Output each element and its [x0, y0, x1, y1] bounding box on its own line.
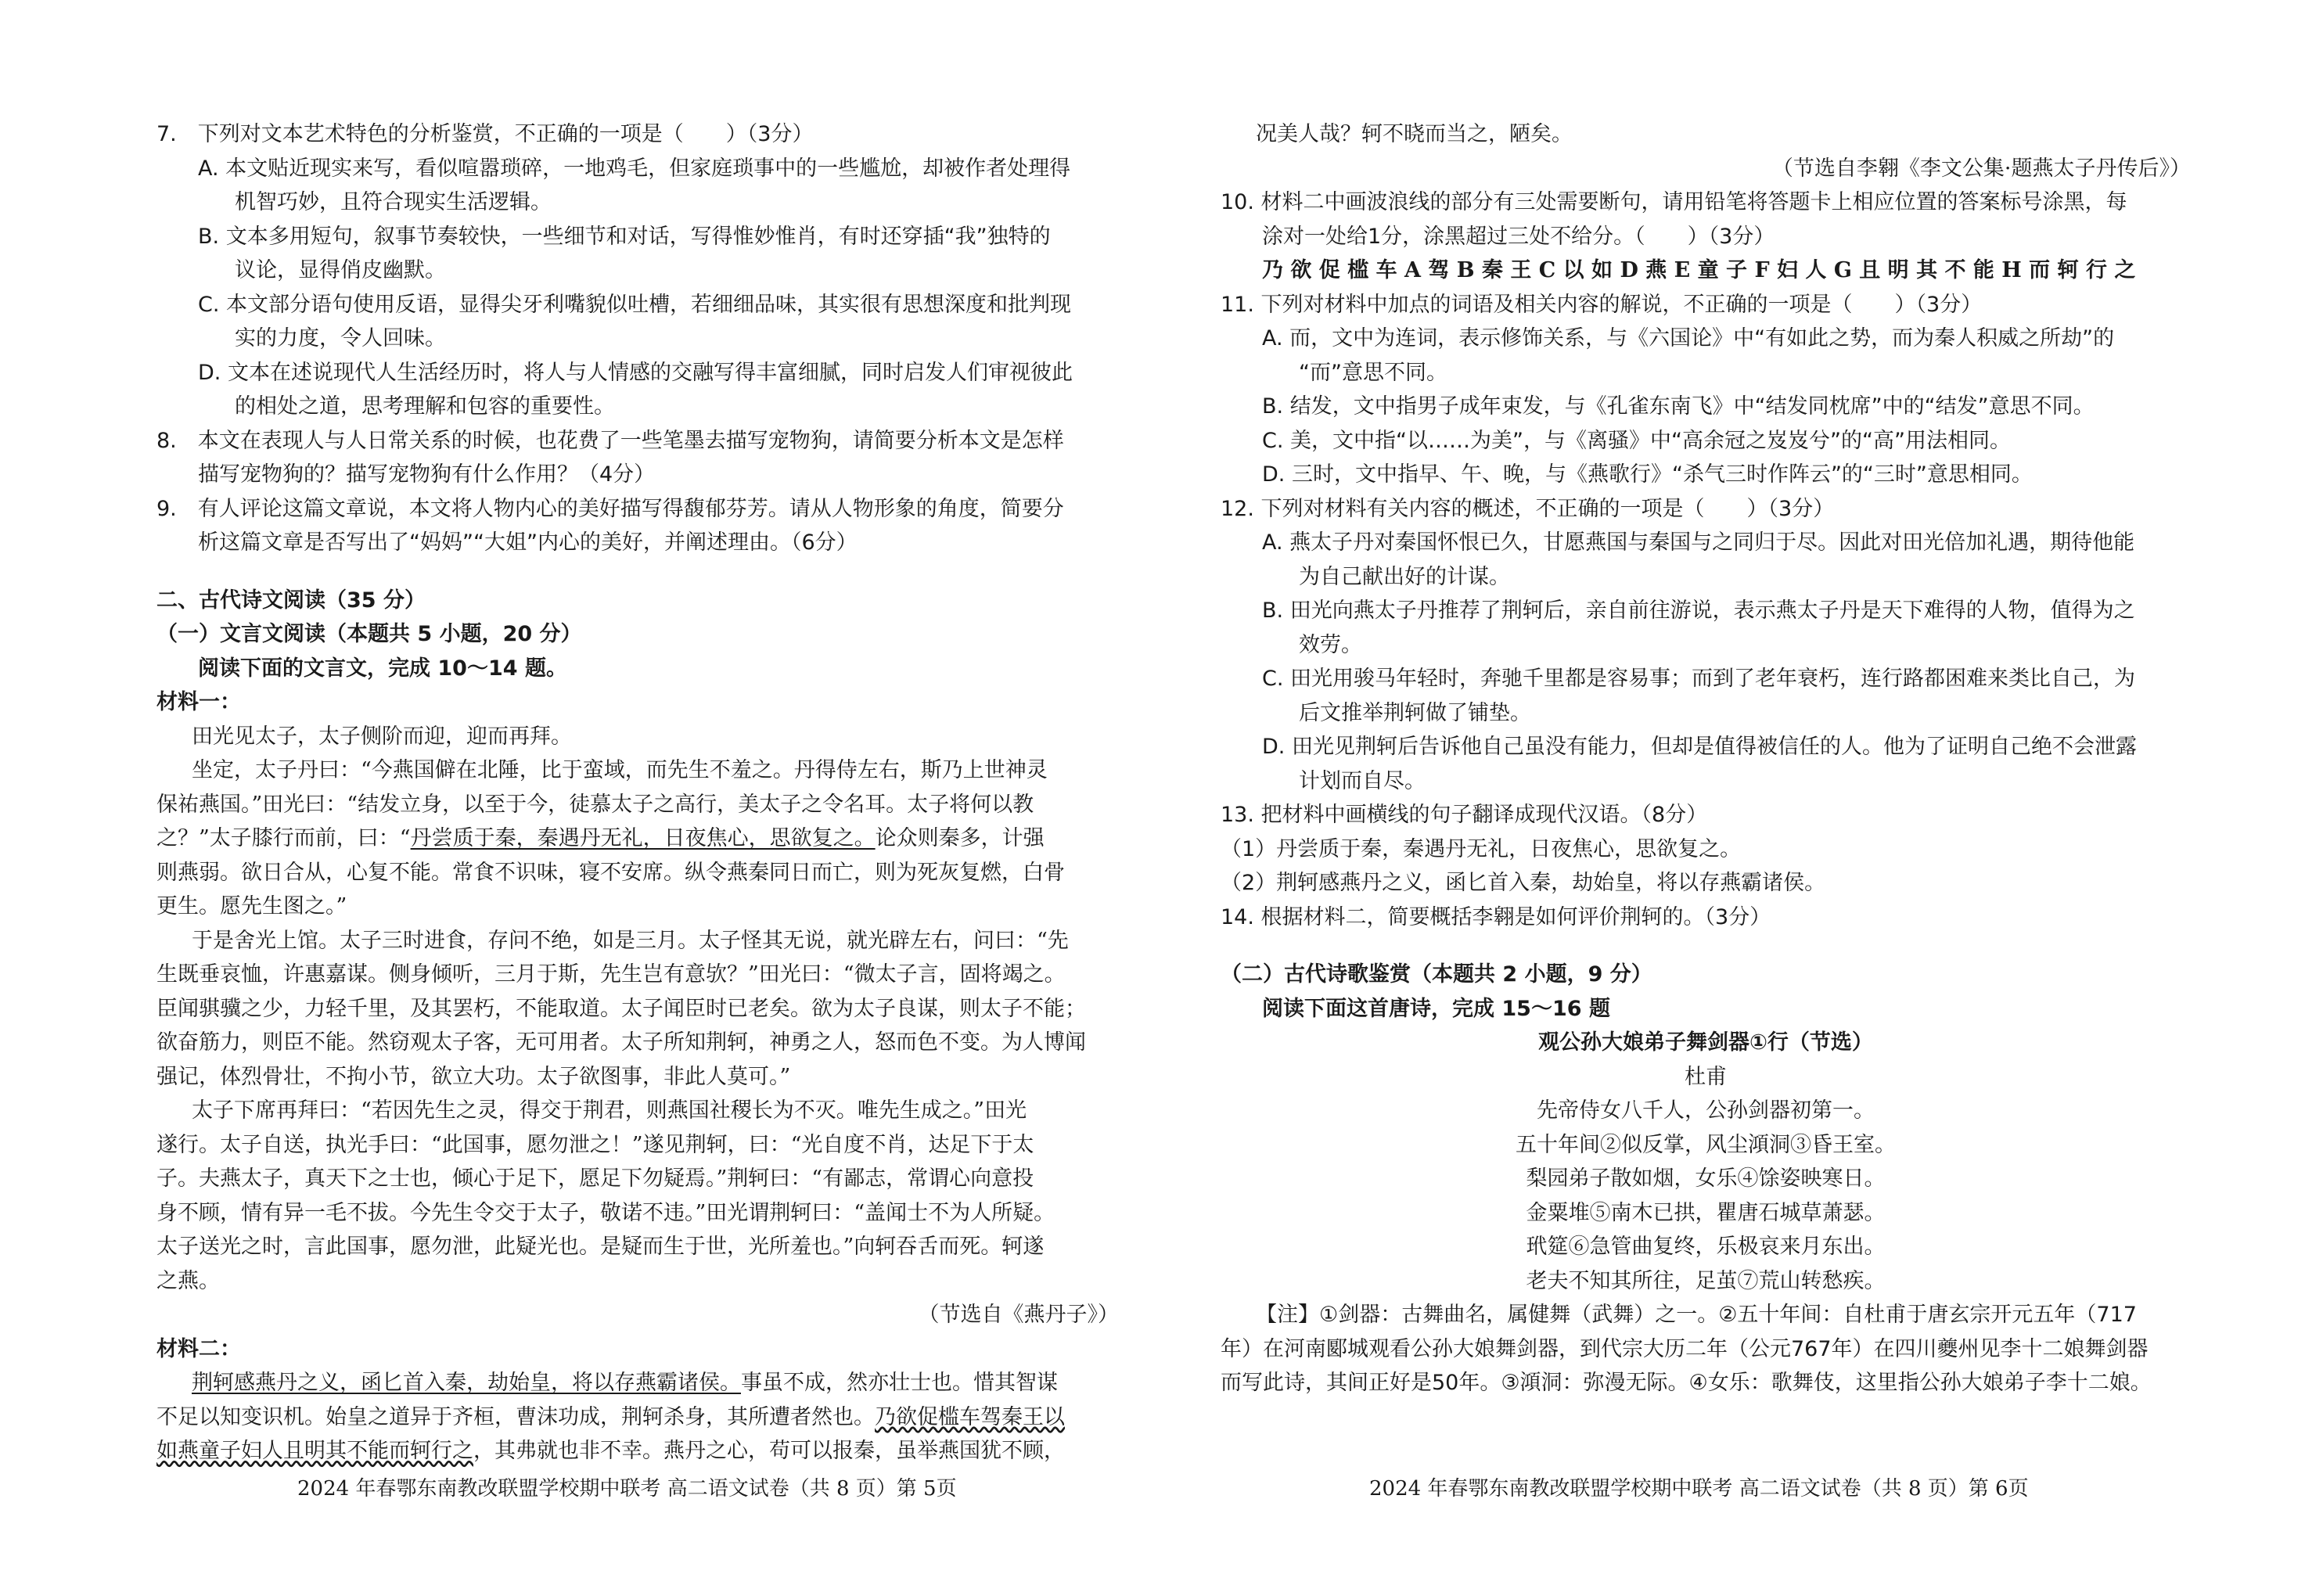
- source-citation-1: （节选自《燕丹子》）: [918, 1303, 1119, 1327]
- q11-option-d: D. 三时，文中指早、午、晚，与《燕歌行》“杀气三时作阵云”的“三时”意思相同。: [1262, 462, 2033, 487]
- passage-line: 则燕弱。欲日合从，心复不能。常食不识味，寝不安席。纵令燕秦同日而亡，则为死灰复燃，白骨: [156, 860, 1065, 885]
- q12-option-a: A. 燕太子丹对秦国怀恨已久，甘愿燕国与秦国与之同归于尽。因此对田光倍加礼遇，期待他能: [1262, 530, 2135, 555]
- poem-note: 而写此诗，其间正好是50年。③澒洞：弥漫无际。④女乐：歌舞伎，这里指公孙大娘弟子李十二娘。: [1221, 1371, 2152, 1395]
- question-13-part-1: （1）丹尝质于秦，秦遇丹无礼，日夜焦心，思欲复之。: [1221, 836, 1742, 861]
- question-9: 9. 有人评论这篇文章说，本文将人物内心的美好描写得馥郁芬芳。请从人物形象的角度，简要分: [156, 496, 1064, 521]
- passage-line: 臣闻骐骥之少，力轻千里，及其罢朽，不能取道。太子闻臣时已老矣。欲为太子良谋，则太子不能；: [156, 996, 1086, 1021]
- passage-line-wavy: 不足以知变识机。始皇之道异于齐桓，曹沫功成，荆轲杀身，其所遭者然也。乃欲促槛车驾秦王以: [156, 1404, 1065, 1429]
- question-10-cont: 涂对一处给1分，涂黑超过三处不给分。（ ）（3分）: [1262, 224, 1775, 249]
- q7-option-c-cont: 实的力度，令人回味。: [235, 326, 446, 350]
- underlined-sentence-2: 荆轲感燕丹之义，函匕首入秦，劫始皇，将以存燕霸诸侯。: [192, 1371, 741, 1395]
- right-page: [1221, 117, 2191, 1400]
- section-2-heading: 二、古代诗文阅读（35 分）: [156, 588, 426, 613]
- page-footer-right: 2024 年春鄂东南教改联盟学校期中联考 高二语文试卷（共 8 页）第 6页: [1369, 1477, 2029, 1501]
- passage-line: 生既垂哀恤，许惠嘉谋。侧身倾听，三月于斯，先生岂有意欤？”田光曰：“微太子言，固将竭之。: [156, 962, 1066, 987]
- passage-line: 田光见太子，太子侧阶而迎，迎而再拜。: [192, 724, 572, 749]
- passage-line: 更生。愿先生图之。”: [156, 894, 347, 918]
- question-9-cont: 析这篇文章是否写出了“妈妈”“大姐”内心的美好，并阐述理由。（6分）: [198, 530, 858, 555]
- poem-line: 玳筵⑥急管曲复终，乐极哀来月东出。: [1526, 1235, 1886, 1259]
- passage-line: 强记，体烈骨壮，不拘小节，欲立大功。太子欲图事，非此人莫可。”: [156, 1064, 791, 1089]
- wavy-underline-part-1: 乃欲促槛车驾秦王以: [875, 1404, 1065, 1429]
- q11-option-a: A. 而，文中为连词，表示修饰关系，与《六国论》中“有如此之势，而为秦人积威之所劫”的: [1262, 326, 2115, 350]
- passage-line: 遂行。太子自送，执光手曰：“此国事，愿勿泄之！”遂见荆轲，曰：“光自度不肖，达足下于太: [156, 1132, 1034, 1157]
- poem-line: 金粟堆⑤南木已拱，瞿唐石城草萧瑟。: [1526, 1200, 1886, 1225]
- passage-line: 子。夫燕太子，真天下之士也，倾心于足下，愿足下勿疑焉。”荆轲曰：“有鄙志，常谓心向意投: [156, 1166, 1034, 1191]
- q11-option-a-cont: “而”意思不同。: [1299, 360, 1447, 385]
- q7-option-c: C. 本文部分语句使用反语，显得尖牙利嘴貌似吐槽，若细细品味，其实很有思想深度和批判现: [198, 292, 1072, 317]
- underlined-sentence-1: 丹尝质于秦，秦遇丹无礼，日夜焦心，思欲复之。: [410, 826, 876, 850]
- q12-option-a-cont: 为自己献出好的计谋。: [1299, 564, 1510, 589]
- q12-option-d: D. 田光见荆轲后告诉他自己虽没有能力，但却是值得被信任的人。他为了证明自己绝不会泄露: [1262, 735, 2137, 759]
- question-8: 8. 本文在表现人与人日常关系的时候，也花费了一些笔墨去描写宠物狗，请简要分析本文是怎样: [156, 428, 1064, 453]
- poem-title: 观公孙大娘弟子舞剑器①行（节选）: [1538, 1030, 1873, 1055]
- question-12: 12. 下列对材料有关内容的概述，不正确的一项是（ ）（3分）: [1221, 496, 1835, 521]
- poem-instruction: 阅读下面这首唐诗，完成 15～16 题: [1262, 996, 1610, 1021]
- q12-option-d-cont: 计划而自尽。: [1299, 768, 1426, 793]
- poem-line: 老夫不知其所往，足茧⑦荒山转愁疾。: [1526, 1268, 1886, 1293]
- question-7: 7. 下列对文本艺术特色的分析鉴赏，不正确的一项是（ ）（3分）: [156, 122, 814, 146]
- poem-note: 【注】①剑器：古舞曲名，属健舞（武舞）之一。②五十年间：自杜甫于唐玄宗开元五年（717: [1256, 1303, 2137, 1327]
- q12-option-b-cont: 效劳。: [1299, 632, 1362, 657]
- passage-line: 于是舍光上馆。太子三时进食，存问不绝，如是三月。太子怪其无说，就光辟左右，问曰：“先: [192, 928, 1069, 953]
- q12-option-c-cont: 后文推举荆轲做了铺垫。: [1299, 700, 1531, 725]
- question-13-part-2: （2）荆轲感燕丹之义，函匕首入秦，劫始皇，将以存燕霸诸侯。: [1221, 871, 1826, 895]
- q11-option-c: C. 美，文中指“以……为美”，与《离骚》中“高余冠之岌岌兮”的“高”用法相同。: [1262, 428, 2011, 453]
- question-11: 11. 下列对材料中加点的词语及相关内容的解说，不正确的一项是（ ）（3分）: [1221, 292, 1983, 317]
- passage-line: 保祐燕国。”田光曰：“结发立身，以至于今，徒慕太子之高行，美太子之令名耳。太子将何以教: [156, 792, 1034, 817]
- passage-line: 况美人哉？轲不晓而当之，陋矣。: [1256, 122, 1573, 146]
- passage-line-underlined: 荆轲感燕丹之义，函匕首入秦，劫始皇，将以存燕霸诸侯。事虽不成，然亦壮士也。惜其智谋: [192, 1371, 1058, 1395]
- poem-line: 先帝侍女八千人，公孙剑器初第一。: [1537, 1098, 1875, 1123]
- q7-option-a-cont: 机智巧妙，且符合现实生活逻辑。: [235, 190, 552, 214]
- q7-option-b-cont: 议论，显得俏皮幽默。: [235, 258, 446, 282]
- question-10: 10. 材料二中画波浪线的部分有三处需要断句，请用铅笔将答题卡上相应位置的答案标号涂黑，每: [1221, 190, 2127, 214]
- poem-author: 杜甫: [1685, 1064, 1727, 1089]
- question-8-cont: 描写宠物狗的？描写宠物狗有什么作用？（4分）: [198, 462, 656, 487]
- subsection-1-heading: （一）文言文阅读（本题共 5 小题，20 分）: [156, 622, 582, 646]
- q7-option-a: A. 本文贴近现实来写，看似喧嚣琐碎，一地鸡毛，但家庭琐事中的一些尴尬，却被作者处理得: [198, 156, 1071, 181]
- poem-line: 五十年间②似反掌，风尘澒洞③昏王室。: [1516, 1132, 1896, 1157]
- subsection-2-heading: （二）古代诗歌鉴赏（本题共 2 小题，9 分）: [1221, 962, 1652, 987]
- passage-line: 坐定，太子丹曰：“今燕国僻在北陲，比于蛮域，而先生不羞之。丹得侍左右，斯乃上世神灵: [192, 758, 1048, 782]
- source-citation-2: （节选自李翱《李文公集·题燕太子丹传后》）: [1771, 156, 2191, 181]
- q11-option-b: B. 结发，文中指男子成年束发，与《孔雀东南飞》中“结发同枕席”中的“结发”意思不同。: [1262, 394, 2095, 419]
- q12-option-c: C. 田光用骏马年轻时，奔驰千里都是容易事；而到了老年衰朽，连行路都困难来类比自己，为: [1262, 667, 2136, 691]
- passage-line: 之燕。: [156, 1268, 220, 1293]
- question-13: 13. 把材料中画横线的句子翻译成现代汉语。（8分）: [1221, 803, 1708, 827]
- q7-option-b: B. 文本多用短句，叙事节奏较快，一些细节和对话，写得惟妙惟肖，有时还穿插“我”独特的: [198, 224, 1051, 249]
- passage-line: 身不顾，情有异一毛不拔。今先生令交于太子，敬诺不违。”田光谓荆轲曰：“盖闻士不为人所疑。: [156, 1200, 1055, 1225]
- q7-option-d-cont: 的相处之道，思考理解和包容的重要性。: [235, 394, 615, 419]
- poem-line: 梨园弟子散如烟，女乐④馀姿映寒日。: [1526, 1166, 1886, 1191]
- passage-line: 太子送光之时，言此国事，愿勿泄，此疑光也。是疑而生于世，光所羞也。”向轲吞舌而死。轲遂: [156, 1235, 1045, 1259]
- poem-note: 年）在河南郾城观看公孙大娘舞剑器，到代宗大历二年（公元767年）在四川夔州见李十二娘舞剑器: [1221, 1336, 2149, 1361]
- left-page: [156, 117, 1119, 1468]
- material-2-label: 材料二：: [156, 1336, 241, 1361]
- wavy-underline-part-2: 如燕童子妇人且明其不能而轲行之: [156, 1439, 473, 1463]
- reading-instruction: 阅读下面的文言文，完成 10～14 题。: [198, 656, 567, 681]
- question-14: 14. 根据材料二，简要概括李翱是如何评价荆轲的。（3分）: [1221, 904, 1771, 929]
- material-1-label: 材料一：: [156, 690, 241, 714]
- page-footer-left: 2024 年春鄂东南教改联盟学校期中联考 高二语文试卷（共 8 页）第 5页: [297, 1477, 957, 1501]
- passage-line-wavy: 如燕童子妇人且明其不能而轲行之，其弗就也非不幸。燕丹之心，苟可以报秦，虽举燕国犹不顾，: [156, 1439, 1065, 1463]
- passage-line: 欲奋筋力，则臣不能。然窃观太子客，无可用者。太子所知荆轲，神勇之人，怒而色不变。为人博闻: [156, 1030, 1086, 1055]
- q12-option-b: B. 田光向燕太子丹推荐了荆轲后，亲自前往游说，表示燕太子丹是天下难得的人物，值得为之: [1262, 598, 2135, 623]
- q7-option-d: D. 文本在述说现代人生活经历时，将人与人情感的交融写得丰富细腻，同时启发人们审视彼此: [198, 360, 1073, 385]
- q10-sentence-options: 乃 欲 促 槛 车 A 驾 B 秦 王 C 以 如 D 燕 E 童 子 F 妇 人 G 且 明 其 不 能 H 而 轲 行 之: [1262, 258, 2136, 282]
- passage-line-underlined: 之？”太子膝行而前，曰：“丹尝质于秦，秦遇丹无礼，日夜焦心，思欲复之。论众则秦多，计强: [156, 826, 1045, 850]
- passage-line: 太子下席再拜曰：“若因先生之灵，得交于荆君，则燕国社稷长为不灭。唯先生成之。”田光: [192, 1098, 1027, 1123]
